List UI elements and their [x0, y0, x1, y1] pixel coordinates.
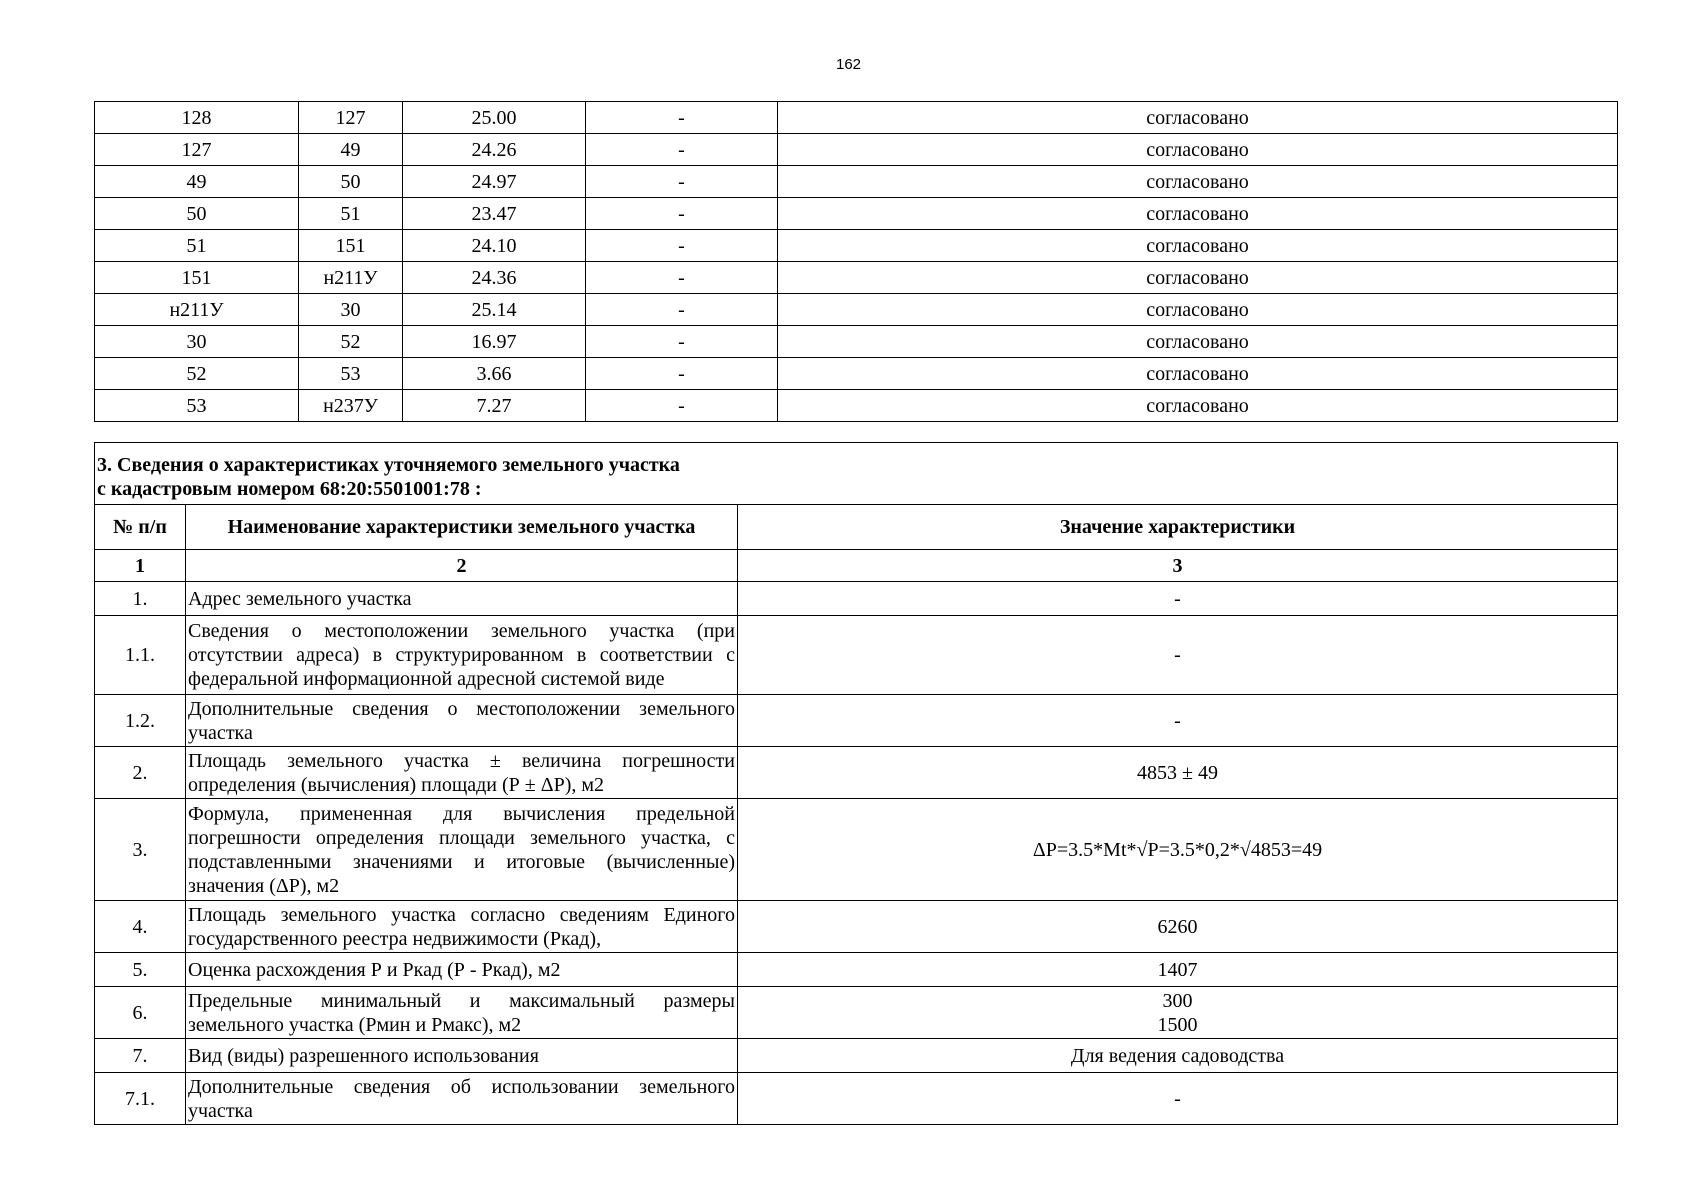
- table-row: [95, 102, 1618, 134]
- row-number: 7.1.: [95, 1073, 186, 1125]
- row-number: 2.: [95, 747, 186, 799]
- note: -: [586, 230, 778, 262]
- table-header-row: [95, 505, 1618, 550]
- distance: 24.26: [403, 134, 586, 166]
- table-row: [95, 953, 1618, 987]
- status: согласовано: [778, 390, 1618, 422]
- row-number: 7.: [95, 1039, 186, 1073]
- distance: 3.66: [403, 358, 586, 390]
- row-number: 1.: [95, 582, 186, 616]
- table-row: [95, 695, 1618, 747]
- point-from: н211У: [95, 294, 299, 326]
- note: -: [586, 262, 778, 294]
- point-from: 49: [95, 166, 299, 198]
- status: согласовано: [778, 262, 1618, 294]
- characteristic-value: -: [738, 695, 1618, 747]
- note: -: [586, 326, 778, 358]
- status: согласовано: [778, 134, 1618, 166]
- section-title-line2: с кадастровым номером 68:20:5501001:78 :: [97, 478, 482, 500]
- distance: 24.36: [403, 262, 586, 294]
- point-to: н211У: [299, 262, 403, 294]
- row-number: 1.2.: [95, 695, 186, 747]
- section-title-line1: 3. Сведения о характеристиках уточняемого земельного участка: [97, 454, 680, 476]
- header-number: № п/п: [95, 505, 186, 550]
- characteristic-name: Площадь земельного участка согласно сведениям Единого государственного реестра недвижимости (Ркад),: [186, 901, 738, 953]
- characteristic-value: 300 1500: [738, 987, 1618, 1039]
- point-from: 51: [95, 230, 299, 262]
- characteristic-name: Формула, примененная для вычисления предельной погрешности определения площади земельного участка, с подставленными значениями и итоговые (вычисленные) значения (ΔР), м2: [186, 799, 738, 901]
- note: -: [586, 134, 778, 166]
- table-row: [95, 1039, 1618, 1073]
- table-row: [95, 262, 1618, 294]
- characteristic-name: Дополнительные сведения о местоположении земельного участка: [186, 695, 738, 747]
- section-title: [95, 443, 1618, 505]
- status: согласовано: [778, 198, 1618, 230]
- point-to: 49: [299, 134, 403, 166]
- point-to: 51: [299, 198, 403, 230]
- table-row: [95, 134, 1618, 166]
- table-row: [95, 390, 1618, 422]
- characteristic-name: Предельные минимальный и максимальный размеры земельного участка (Рмин и Рмакс), м2: [186, 987, 738, 1039]
- section-title-row: [95, 443, 1618, 505]
- point-from: 52: [95, 358, 299, 390]
- header-value: Значение характеристики: [738, 505, 1618, 550]
- point-to: 127: [299, 102, 403, 134]
- column-number: 2: [186, 550, 738, 582]
- point-from: 30: [95, 326, 299, 358]
- distance: 7.27: [403, 390, 586, 422]
- point-to: 53: [299, 358, 403, 390]
- table-row: [95, 1073, 1618, 1125]
- distance: 25.14: [403, 294, 586, 326]
- table-row: [95, 799, 1618, 901]
- boundary-points-table: [94, 101, 1618, 422]
- table-row: [95, 901, 1618, 953]
- note: -: [586, 166, 778, 198]
- characteristic-value: Для ведения садоводства: [738, 1039, 1618, 1073]
- characteristic-value: -: [738, 1073, 1618, 1125]
- characteristic-value: 1407: [738, 953, 1618, 987]
- characteristic-value: 4853 ± 49: [738, 747, 1618, 799]
- table-row: [95, 294, 1618, 326]
- point-from: 53: [95, 390, 299, 422]
- row-number: 6.: [95, 987, 186, 1039]
- point-to: н237У: [299, 390, 403, 422]
- characteristic-value: -: [738, 616, 1618, 695]
- distance: 16.97: [403, 326, 586, 358]
- point-to: 151: [299, 230, 403, 262]
- point-from: 128: [95, 102, 299, 134]
- point-from: 127: [95, 134, 299, 166]
- status: согласовано: [778, 358, 1618, 390]
- point-from: 50: [95, 198, 299, 230]
- note: -: [586, 358, 778, 390]
- characteristic-value: 6260: [738, 901, 1618, 953]
- status: согласовано: [778, 294, 1618, 326]
- column-number: 3: [738, 550, 1618, 582]
- column-number: 1: [95, 550, 186, 582]
- status: согласовано: [778, 102, 1618, 134]
- distance: 24.10: [403, 230, 586, 262]
- characteristic-name: Сведения о местоположении земельного участка (при отсутствии адреса) в структурированном в соответствии с федеральной информационной адресной системой виде: [186, 616, 738, 695]
- table-row: [95, 198, 1618, 230]
- note: -: [586, 294, 778, 326]
- distance: 23.47: [403, 198, 586, 230]
- characteristic-name: Дополнительные сведения об использовании земельного участка: [186, 1073, 738, 1125]
- characteristic-value: ΔР=3.5*Mt*√Р=3.5*0,2*√4853=49: [738, 799, 1618, 901]
- land-characteristics-table: [94, 442, 1618, 1125]
- note: -: [586, 390, 778, 422]
- table-row: [95, 987, 1618, 1039]
- characteristic-name: Вид (виды) разрешенного использования: [186, 1039, 738, 1073]
- note: -: [586, 198, 778, 230]
- point-to: 52: [299, 326, 403, 358]
- point-to: 30: [299, 294, 403, 326]
- characteristic-name: Адрес земельного участка: [186, 582, 738, 616]
- table-row: [95, 747, 1618, 799]
- note: -: [586, 102, 778, 134]
- status: согласовано: [778, 230, 1618, 262]
- table-row: [95, 358, 1618, 390]
- header-name: Наименование характеристики земельного участка: [186, 505, 738, 550]
- table-row: [95, 326, 1618, 358]
- characteristic-name: Площадь земельного участка ± величина погрешности определения (вычисления) площади (Р ± ΔР), м2: [186, 747, 738, 799]
- table-row: [95, 166, 1618, 198]
- column-numbers-row: [95, 550, 1618, 582]
- row-number: 3.: [95, 799, 186, 901]
- page-number: 162: [835, 56, 862, 73]
- point-from: 151: [95, 262, 299, 294]
- table-row: [95, 230, 1618, 262]
- table-row: [95, 582, 1618, 616]
- row-number: 4.: [95, 901, 186, 953]
- distance: 25.00: [403, 102, 586, 134]
- row-number: 5.: [95, 953, 186, 987]
- row-number: 1.1.: [95, 616, 186, 695]
- characteristic-value: -: [738, 582, 1618, 616]
- status: согласовано: [778, 166, 1618, 198]
- characteristic-name: Оценка расхождения Р и Ркад (Р - Ркад), м2: [186, 953, 738, 987]
- distance: 24.97: [403, 166, 586, 198]
- status: согласовано: [778, 326, 1618, 358]
- point-to: 50: [299, 166, 403, 198]
- table-row: [95, 616, 1618, 695]
